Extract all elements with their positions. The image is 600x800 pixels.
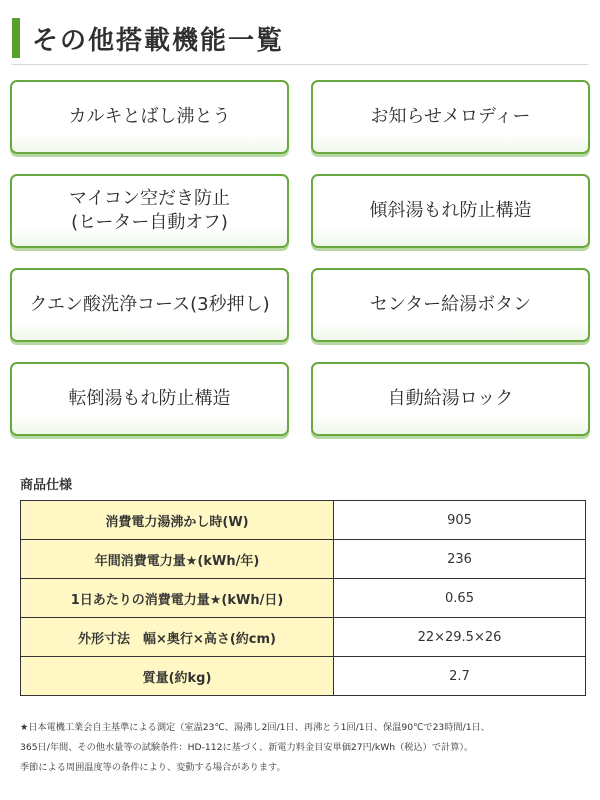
spec-value-weight: 2.7: [334, 657, 586, 696]
feature-card-citric-acid-cleaning: [10, 268, 289, 342]
feature-card-dry-heating-prevention: [10, 174, 289, 248]
feature-card-auto-dispense-lock: [311, 362, 590, 436]
feature-label: センター給湯ボタン: [369, 294, 532, 315]
page-header: [0, 0, 600, 68]
table-row: [21, 540, 586, 579]
footnotes: [20, 718, 586, 778]
feature-card-center-dispense-button: [311, 268, 590, 342]
footnote-test-conditions: 365日/年間、その他水量等の試験条件：HD-112に基づく、新電力料金目安単価27円/kWh（税込）で計算）。: [20, 742, 474, 753]
feature-card-calcium-removal-boil: [10, 80, 289, 154]
feature-label: マイコン空だき防止 (ヒーター自動オフ): [69, 188, 230, 233]
spec-value-annual-energy: 236: [334, 540, 586, 579]
feature-label: 転倒湯もれ防止構造: [68, 388, 231, 409]
spec-heading: 商品仕様: [20, 478, 73, 493]
feature-grid: [10, 80, 590, 436]
spec-label-power-consumption: 消費電力湯沸かし時(W): [21, 501, 334, 540]
feature-label: 自動給湯ロック: [387, 388, 514, 409]
spec-label-daily-energy: 1日あたりの消費電力量★(kWh/日): [21, 579, 334, 618]
header-accent-bar: [12, 18, 20, 58]
feature-card-tilt-leak-prevention: [311, 174, 590, 248]
feature-label: 傾斜湯もれ防止構造: [369, 200, 532, 221]
table-row: [21, 657, 586, 696]
footnote-seasonal-variation: 季節による周囲温度等の条件により、変動する場合があります。: [20, 762, 286, 773]
table-row: [21, 579, 586, 618]
feature-card-fall-leak-prevention: [10, 362, 289, 436]
header-divider: [12, 64, 588, 65]
feature-card-notification-melody: [311, 80, 590, 154]
spec-table: [20, 500, 586, 696]
spec-value-dimensions: 22×29.5×26: [334, 618, 586, 657]
footnote-measurement-standard: ★日本電機工業会自主基準による測定（室温23℃、湯沸し2回/1日、再沸とう1回/1日、保温90℃で23時間/1日、: [20, 722, 490, 733]
table-row: [21, 501, 586, 540]
spec-label-weight: 質量(約kg): [21, 657, 334, 696]
page-title: その他搭載機能一覧: [32, 26, 285, 56]
feature-label: クエン酸洗浄コース(3秒押し): [29, 294, 270, 315]
feature-label: カルキとばし沸とう: [68, 106, 231, 127]
spec-value-daily-energy: 0.65: [334, 579, 586, 618]
spec-label-annual-energy: 年間消費電力量★(kWh/年): [21, 540, 334, 579]
table-row: [21, 618, 586, 657]
spec-label-dimensions: 外形寸法 幅×奥行×高さ(約cm): [21, 618, 334, 657]
spec-value-power-consumption: 905: [334, 501, 586, 540]
feature-label: お知らせメロディー: [370, 106, 531, 127]
